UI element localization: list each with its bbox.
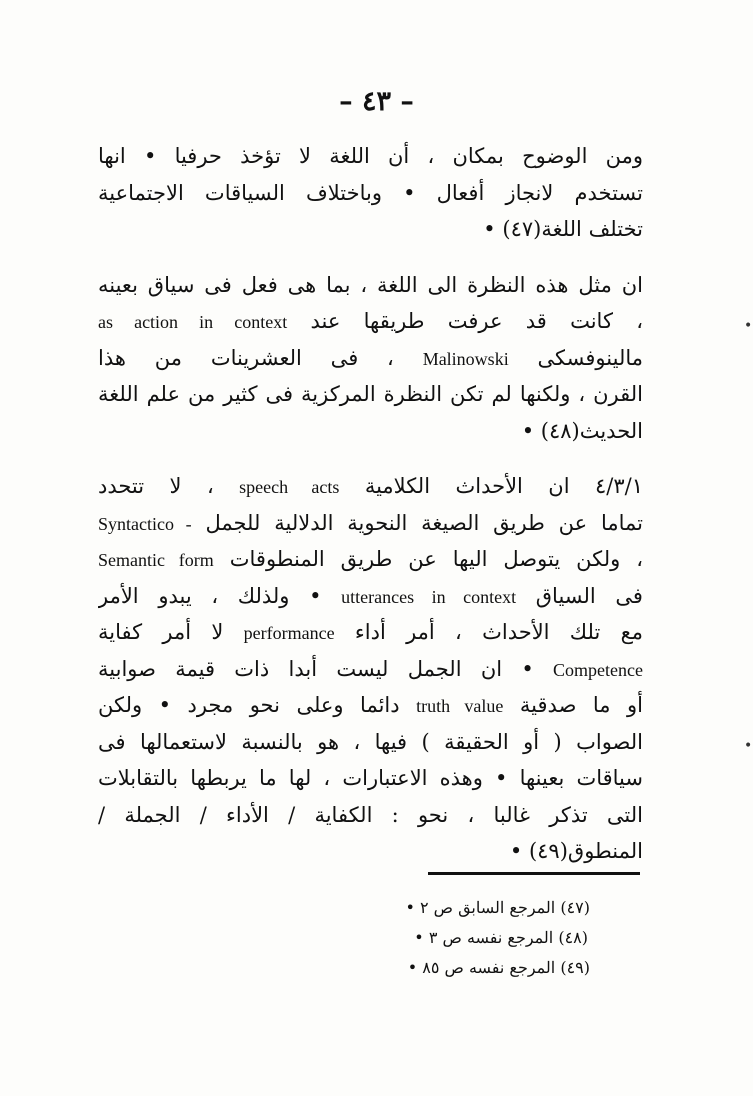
latin-term: Syntactico -: [98, 513, 192, 534]
line-text: • ولذلك ، يبدو الأمر: [98, 583, 322, 608]
line-text: ٤/٣/١ ان الأحداث الكلامية: [364, 474, 643, 498]
latin-term: Competence: [553, 659, 643, 680]
paragraph-gap: [98, 449, 643, 468]
line-text: الصواب ( أو الحقيقة ) فيها ، هو بالنسبة لاستعمالها فى: [98, 729, 643, 754]
text-line: [98, 267, 643, 304]
text-line: [98, 578, 643, 615]
latin-term: truth value: [416, 696, 504, 716]
line-text: مع تلك الأحداث ، أمر أداء: [354, 620, 643, 644]
line-text: ، كانت قد عرفت طريقها عند: [310, 309, 643, 333]
latin-term: as action in context: [98, 312, 288, 332]
line-text: ، ولكن يتوصل اليها عن طريق المنطوقات: [229, 547, 643, 571]
text-line: [98, 138, 643, 175]
line-text: سياقات بعينها • وهذه الاعتبارات ، لها ما يربطها بالتقابلات: [98, 766, 643, 790]
latin-term: utterances in context: [341, 586, 517, 607]
scan-speck: •: [744, 738, 753, 754]
line-text: لا أمر كفاية: [98, 620, 224, 644]
line-text: أو ما صدقية: [519, 693, 643, 717]
line-text: فى السياق: [535, 583, 643, 608]
line-text: تماما عن طريق الصيغة النحوية الدلالية للجمل: [205, 510, 643, 535]
footnote: (٤٩) المرجع نفسه ص ٨٥ •: [407, 958, 590, 977]
text-line: [98, 651, 643, 688]
line-text: القرن ، ولكنها لم تكن النظرة المركزية فى كثير من علم اللغة: [98, 382, 643, 406]
text-line: [98, 505, 643, 542]
line-text: التى تذكر غالبا ، نحو : الكفاية / الأداء / الجملة /: [98, 802, 643, 827]
text-line: [98, 724, 643, 761]
latin-term: speech acts: [239, 477, 340, 497]
text-line: [98, 303, 643, 340]
latin-term: Semantic form: [98, 550, 214, 570]
text-line: [98, 760, 643, 797]
line-text: تختلف اللغة(٤٧) •: [483, 217, 643, 241]
line-text: المنطوق(٤٩) •: [509, 839, 643, 863]
line-text: • ان الجمل ليست أبدا ذات قيمة صوابية: [98, 656, 534, 681]
footnote: (٤٨) المرجع نفسه ص ٣ •: [414, 928, 588, 947]
footnotes: [350, 893, 590, 983]
scan-speck: •: [744, 318, 753, 334]
text-line: [98, 340, 643, 377]
text-line: [98, 687, 643, 724]
body-text: [98, 138, 643, 870]
line-text: دائما وعلى نحو مجرد • ولكن: [98, 693, 400, 717]
text-line: [98, 468, 643, 505]
footnote-divider: [428, 872, 640, 875]
text-line: [98, 833, 643, 870]
text-line: [98, 211, 643, 248]
text-line: [98, 175, 643, 212]
latin-term: Malinowski: [422, 348, 509, 369]
text-line: [98, 376, 643, 413]
text-line: [98, 541, 643, 578]
line-text: ان مثل هذه النظرة الى اللغة ، بما هى فعل فى سياق بعينه: [98, 272, 643, 297]
line-text: ، فى العشرينات من هذا: [98, 345, 394, 370]
line-text: ومن الوضوح بمكان ، أن اللغة لا تؤخذ حرفيا • انها: [98, 144, 643, 168]
line-text: ، لا تتحدد: [98, 474, 214, 498]
line-text: مالينوفسكى: [537, 345, 643, 370]
footnote: (٤٧) المرجع السابق ص ٢ •: [405, 898, 590, 917]
page-number: – ٤٣ –: [339, 86, 414, 117]
text-line: [98, 614, 643, 651]
line-text: الحديث(٤٨) •: [521, 418, 643, 443]
latin-term: performance: [243, 623, 335, 643]
text-line: [98, 797, 643, 834]
paragraph-gap: [98, 248, 643, 267]
line-text: تستخدم لانجاز أفعال • وباختلاف السياقات الاجتماعية: [98, 180, 643, 205]
text-line: [98, 413, 643, 450]
